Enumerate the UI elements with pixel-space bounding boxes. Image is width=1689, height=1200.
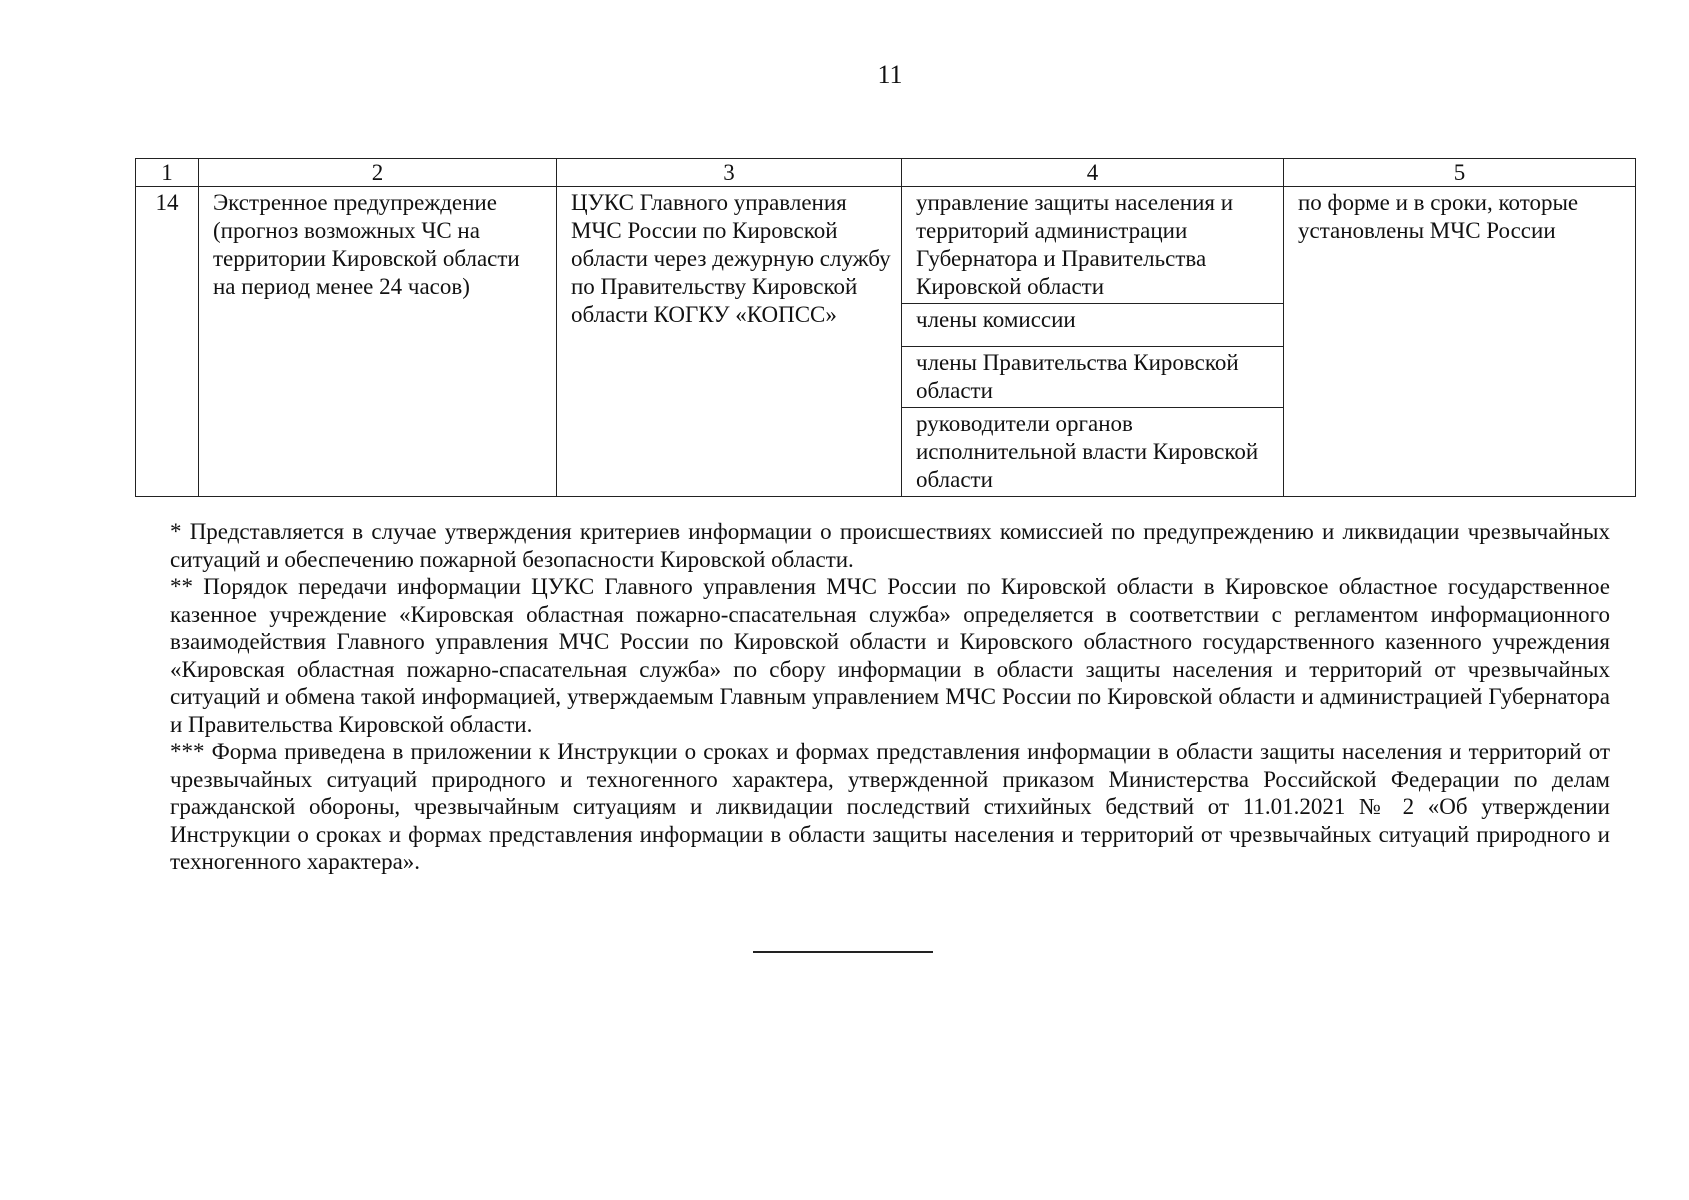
info-type-cell bbox=[199, 187, 557, 497]
column-3-header: 3 bbox=[557, 159, 902, 187]
recipient-item: члены комиссии bbox=[902, 304, 1283, 347]
table-header-row bbox=[136, 159, 1636, 187]
row-number-cell bbox=[136, 187, 199, 497]
info-type-text: Экстренное предупреждение (прогноз возможных ЧС на территории Кировской области на период менее 24 часов) bbox=[213, 190, 520, 299]
deadline-cell bbox=[1284, 187, 1636, 497]
column-4-header: 4 bbox=[902, 159, 1284, 187]
notification-table bbox=[135, 158, 1636, 497]
column-5-header: 5 bbox=[1284, 159, 1636, 187]
footnote-2: ** Порядок передачи информации ЦУКС Главного управления МЧС России по Кировской области в Кировское областное государственное казенное учреждение «Кировская областная пожарно-спасательная служба» определяется в соответствии с регламентом информационного взаимодействия Главного управления МЧС России по Кировской области и Кировского областного государственного казенного учреждения «Кировская областная пожарно-спасательная служба» по сбору информации в области защиты населения и территорий от чрезвычайных ситуаций и обмена такой информацией, утверждаемым Главным управлением МЧС России по Кировской области и администрацией Губернатора и Правительства Кировской области. bbox=[170, 574, 1610, 737]
sender-cell bbox=[557, 187, 902, 497]
end-divider-line bbox=[753, 951, 933, 953]
column-2-header: 2 bbox=[199, 159, 557, 187]
deadline-text: по форме и в сроки, которые установлены МЧС России bbox=[1298, 190, 1579, 243]
footnote-1: * Представляется в случае утверждения критериев информации о происшествиях комиссией по предупреждению и ликвидации чрезвычайных ситуаций и обеспечению пожарной безопасности Кировской области. bbox=[170, 519, 1610, 572]
table-row bbox=[136, 187, 1636, 497]
recipient-item: управление защиты населения и территорий администрации Губернатора и Правительства Кировской области bbox=[902, 187, 1283, 304]
recipients-cell bbox=[902, 187, 1284, 497]
recipient-item: руководители органов исполнительной власти Кировской области bbox=[916, 411, 1259, 492]
recipient-item: члены Правительства Кировской области bbox=[902, 347, 1283, 408]
footnote-3: *** Форма приведена в приложении к Инструкции о сроках и формах представления информации в области защиты населения и территорий от чрезвычайных ситуаций природного и техногенного характера, утвержденной приказом Министерства Российской Федерации по делам гражданской обороны, чрезвычайным ситуациям и ликвидации последствий стихийных бедствий от 11.01.2021 № 2 «Об утверждении Инструкции о сроках и формах представления информации в области защиты населения и территорий от чрезвычайных ситуаций природного и техногенного характера». bbox=[170, 739, 1610, 874]
recipients-list bbox=[902, 187, 1283, 496]
page-number: 11 bbox=[877, 60, 903, 89]
sender-text: ЦУКС Главного управления МЧС России по Кировской области через дежурную службу по Правительству Кировской области КОГКУ «КОПСС» bbox=[571, 190, 891, 327]
row-number: 14 bbox=[155, 190, 179, 215]
column-number-header: 1 bbox=[136, 159, 199, 187]
footnotes bbox=[170, 518, 1610, 876]
